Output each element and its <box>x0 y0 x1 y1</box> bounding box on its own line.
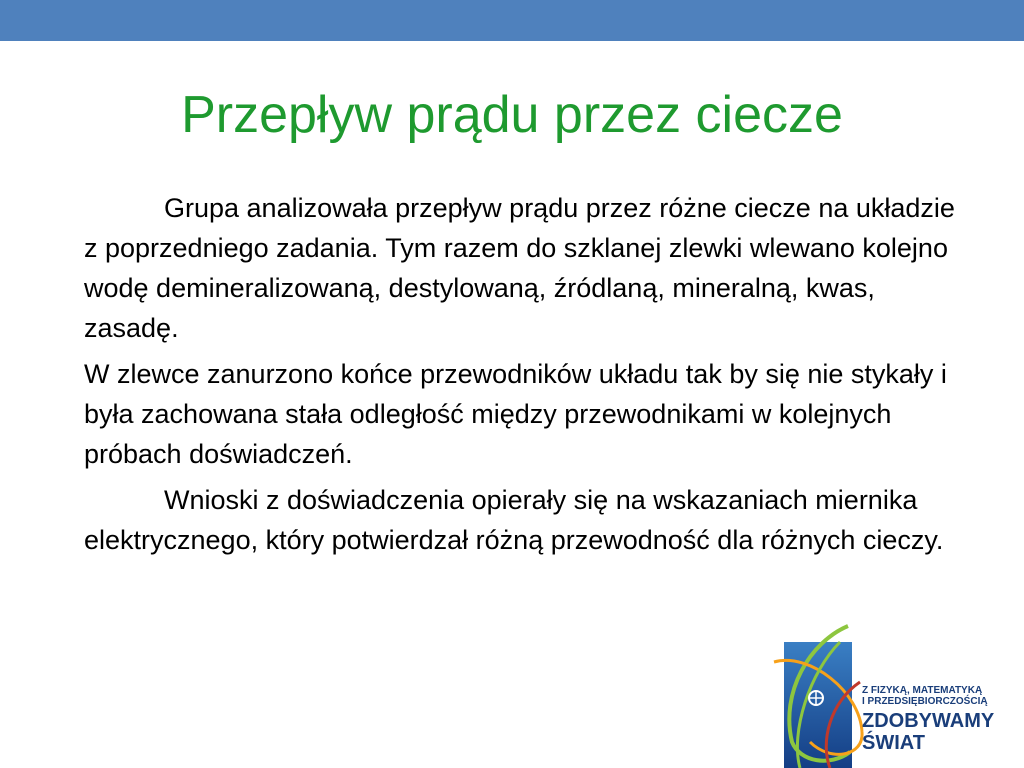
paragraph-2: W zlewce zanurzono końce przewodników układu tak by się nie stykały i była zachowana stała odległość między przewodnikami w kolejnych próbach doświadczeń. <box>84 359 947 469</box>
logo-tagline: Z FIZYKĄ, MATEMATYKĄ I PRZEDSIĘBIORCZOŚCIĄ <box>862 685 988 707</box>
slide-body <box>84 188 964 566</box>
slide-title: Przepływ prądu przez ciecze <box>181 86 843 144</box>
paragraph-1: Grupa analizowała przepływ prądu przez różne ciecze na układzie z poprzedniego zadania. Tym razem do szklanej zlewki wlewano kolejno wodę demineralizowaną, destylowaną, źródlaną, mineralną, kwas, zasadę. <box>84 193 955 343</box>
paragraph-3: Wnioski z doświadczenia opierały się na wskazaniach miernika elektrycznego, który potwierdzał różną przewodność dla różnych cieczy. <box>84 485 944 555</box>
top-accent-bar <box>0 0 1024 41</box>
project-logo <box>770 622 1024 768</box>
logo-word-swiat: ŚWIAT <box>862 732 925 754</box>
logo-word-zdobywamy: ZDOBYWAMY <box>862 710 995 732</box>
